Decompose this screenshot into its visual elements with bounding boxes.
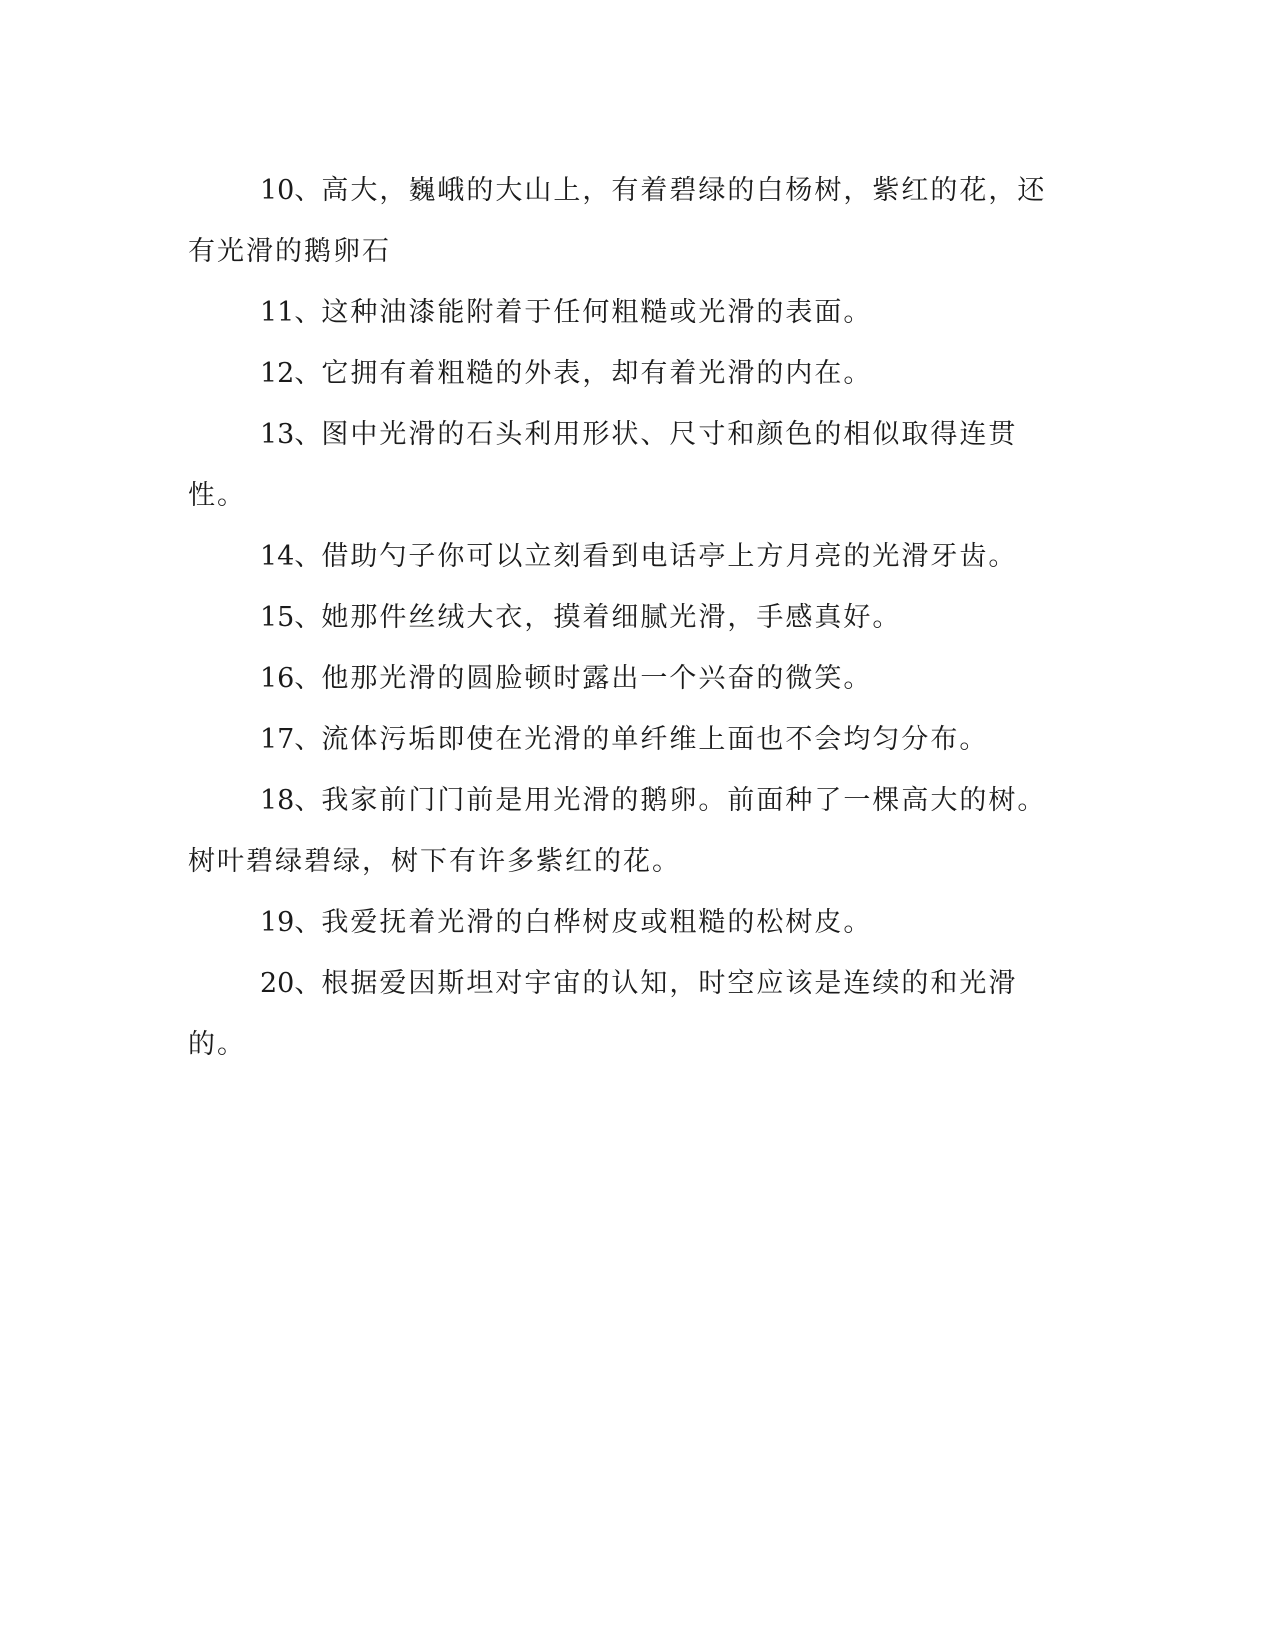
sentence-number: 20、	[260, 968, 322, 999]
sentence-text: 图中光滑的石头利用形状、尺寸和颜色的相似取得连贯性。	[188, 419, 1018, 511]
sentence-number: 18、	[260, 785, 322, 816]
sentence-11	[188, 282, 1068, 343]
sentence-number: 13、	[260, 419, 322, 450]
sentence-20	[188, 953, 1068, 1075]
sentence-14	[188, 526, 1068, 587]
sentence-number: 10、	[260, 175, 322, 206]
sentence-list	[188, 160, 1068, 1075]
sentence-10	[188, 160, 1068, 282]
sentence-number: 19、	[260, 907, 322, 938]
sentence-17	[188, 709, 1068, 770]
sentence-text: 根据爱因斯坦对宇宙的认知，时空应该是连续的和光滑的。	[188, 968, 1018, 1060]
sentence-number: 14、	[260, 541, 322, 572]
sentence-12	[188, 343, 1068, 404]
sentence-15	[188, 587, 1068, 648]
sentence-text: 她那件丝绒大衣，摸着细腻光滑，手感真好。	[321, 602, 902, 633]
sentence-number: 15、	[260, 602, 322, 633]
sentence-text: 借助勺子你可以立刻看到电话亭上方月亮的光滑牙齿。	[321, 541, 1018, 572]
sentence-19	[188, 892, 1068, 953]
sentence-number: 17、	[260, 724, 322, 755]
sentence-text: 它拥有着粗糙的外表，却有着光滑的内在。	[321, 358, 873, 389]
sentence-16	[188, 648, 1068, 709]
sentence-number: 16、	[260, 663, 322, 694]
sentence-text: 流体污垢即使在光滑的单纤维上面也不会均匀分布。	[321, 724, 989, 755]
sentence-text: 他那光滑的圆脸顿时露出一个兴奋的微笑。	[321, 663, 873, 694]
sentence-13	[188, 404, 1068, 526]
sentence-text: 这种油漆能附着于任何粗糙或光滑的表面。	[321, 297, 873, 328]
sentence-number: 12、	[260, 358, 322, 389]
sentence-18	[188, 770, 1068, 892]
sentence-text: 高大，巍峨的大山上，有着碧绿的白杨树，紫红的花，还有光滑的鹅卵石	[188, 175, 1047, 267]
sentence-number: 11、	[260, 297, 322, 328]
sentence-text: 我爱抚着光滑的白桦树皮或粗糙的松树皮。	[321, 907, 873, 938]
sentence-text: 我家前门门前是用光滑的鹅卵。前面种了一棵高大的树。树叶碧绿碧绿，树下有许多紫红的花。	[188, 785, 1047, 877]
